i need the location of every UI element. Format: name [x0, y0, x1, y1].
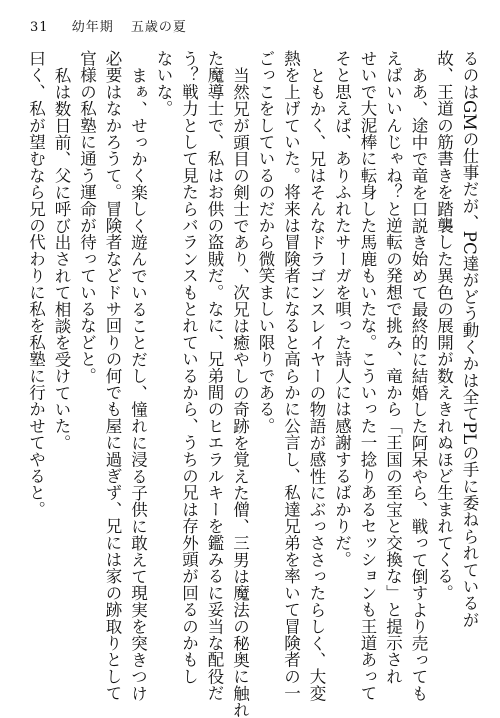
text-line: 私は数日前、父に呼び出されて相談を受けていた。	[52, 66, 71, 451]
chapter-title: 幼年期	[71, 20, 114, 35]
text-line: せいで大泥棒に転身した馬鹿もいたな。こういった一捻りあるセッションも王道あって	[358, 50, 377, 702]
text-line: ああ、途中で竜を口説き始めて最終的に結婚した阿呆やら、戦って倒すより売っても	[409, 66, 428, 702]
text-line: ともかく、兄はそんなドラゴンスレイヤーの物語が感性にぶっささったらしく、大変	[307, 66, 326, 702]
text-line: う？戦力として見たらバランスもとれているから、うちの兄は存外頭が回るのかもし	[179, 50, 199, 685]
section-title: 五歳の夏	[130, 20, 187, 35]
page-number: 31	[30, 20, 49, 35]
text-line: ごっこをしているのだから微笑ましい限りである。	[256, 50, 275, 435]
text-line: ないな。	[154, 50, 173, 117]
text-line: そと思えば、ありふれたサーガを唄った詩人には感謝するばかりだ。	[332, 50, 352, 568]
text-line: 曰く、私が望むなら兄の代わりに私を私塾に行かせてやると。	[26, 50, 46, 518]
text-line: た魔導士で、私はお供の盗賊だ。なに、兄弟間のヒエラルキーを鑑みるに妥当な配役だ	[205, 50, 224, 702]
text-line: 官様の私塾に通う運命が待っているなどと。	[77, 50, 97, 384]
text-line: 当然兄が頭目の剣士であり、次兄は癒やしの奇跡を覚えた僧、三男は魔法の秘奥に触れ	[230, 66, 250, 718]
text-line: 必要はなかろうて。冒険者などドサ回りの何でも屋に過ぎず、兄には家の跡取りとして	[103, 50, 122, 702]
text-line: るのはGMの仕事だが、PC達がどう動くかは全てPLの手に委ねられているが	[460, 50, 479, 629]
text-line: まぁ、せっかく楽しく遊んでいることだし、憧れに浸る子供に敢えて現実を突きつけ	[128, 66, 148, 702]
text-line: 熱を上げていた。将来は冒険者になると高らかに公言し、私達兄弟を率いて冒険者の一	[281, 50, 301, 702]
body-text	[26, 50, 482, 718]
text-line: えばいいんじゃね？と逆転の発想で挑み、竜から「王国の至宝と交換な」と提示され	[383, 50, 403, 685]
page-header	[30, 16, 187, 35]
text-line: 故、王道の筋書きを踏襲した異色の展開が数えきれぬほど生まれてくる。	[434, 50, 454, 602]
